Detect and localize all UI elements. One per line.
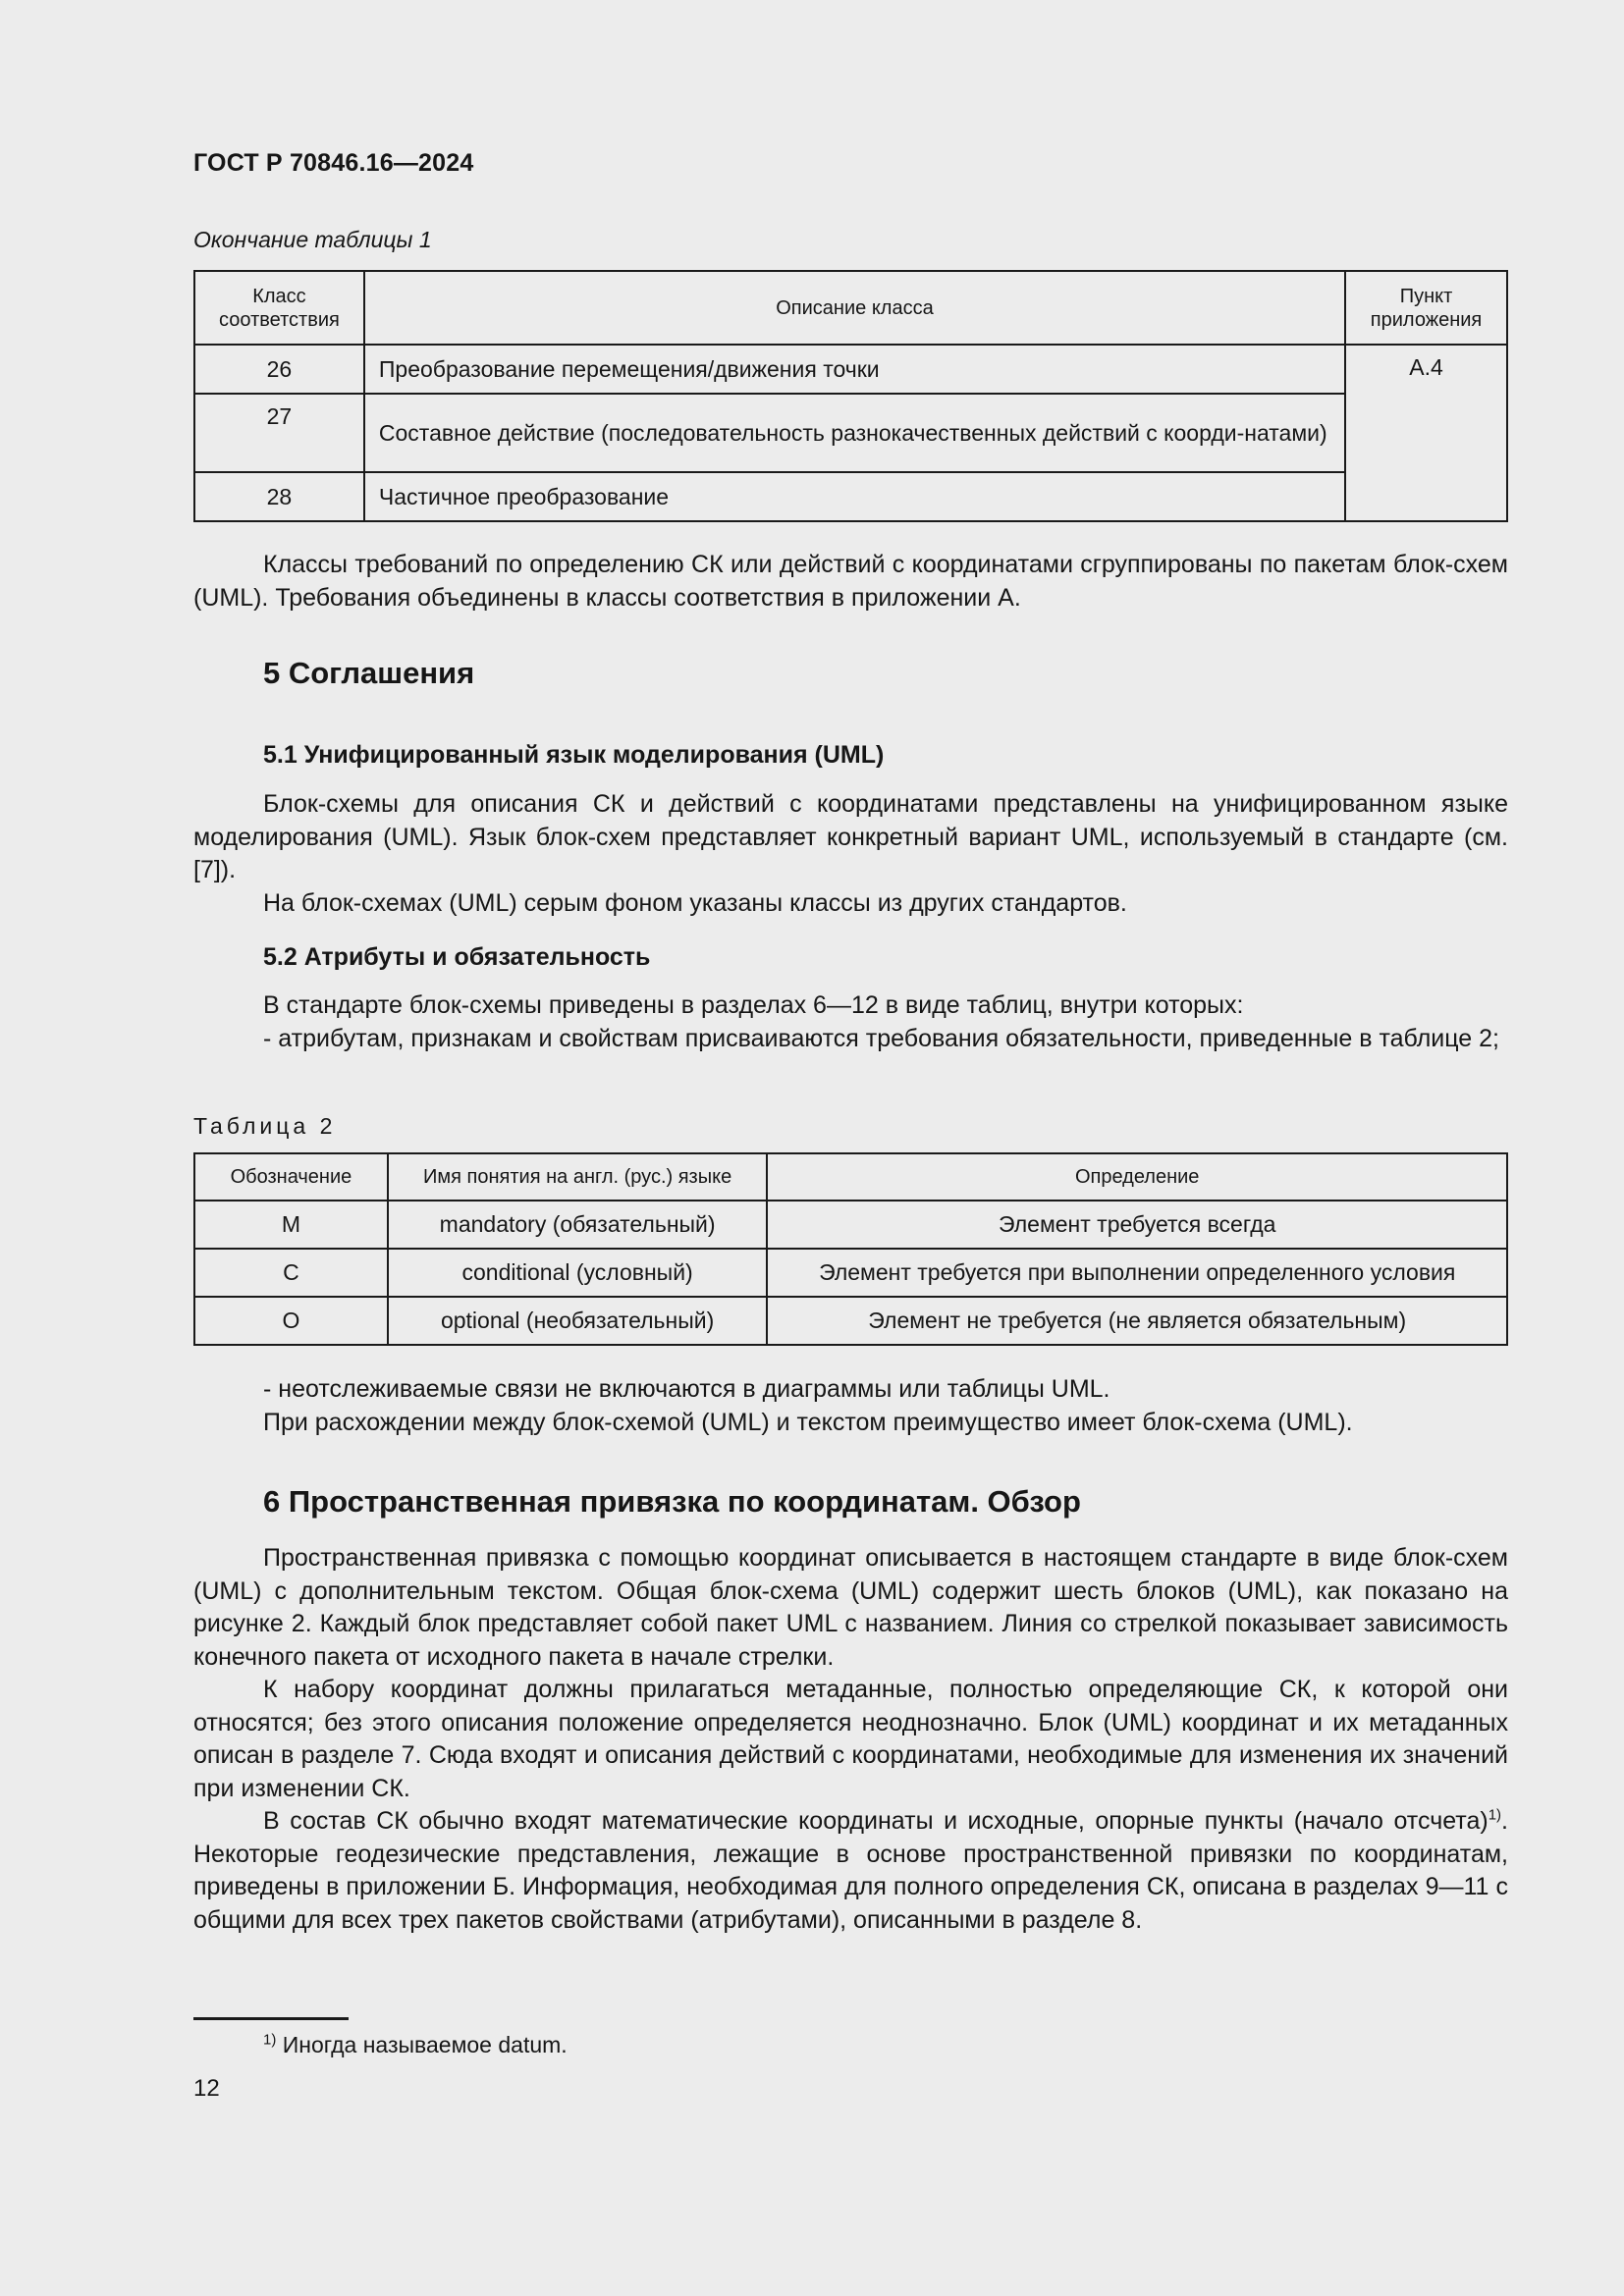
paragraph: Блок-схемы для описания СК и действий с координатами представлены на унифицированном языке моделирования (UML). Язык блок-схем представляет конкретный вариант UML, используемый в стандарте (см. [7]). [193,790,1508,883]
section-5-1-heading: 5.1 Унифицированный язык моделирования (UML) [263,741,885,769]
table-row [194,1249,1507,1297]
table1-cell-class: 27 [194,394,364,472]
footnote-mark: 1) [263,2031,277,2049]
paragraph [193,1805,1508,1937]
footnote [263,2032,568,2058]
paragraph: К набору координат должны прилагаться метаданные, полностью определяющие СК, к которой они относятся; без этого описания положение определяется неоднозначно. Блок (UML) координат и их метаданных описан в разделе 7. Сюда входят и описания действий с координатами, необходимые для изменения их значений при изменении СК. [193,1676,1508,1802]
table-row [194,472,1507,521]
table1 [193,270,1508,522]
table2-header-code: Обозначение [194,1153,388,1201]
table-row [194,1201,1507,1249]
section-5-2-heading: 5.2 Атрибуты и обязательность [263,943,651,971]
document-header: ГОСТ Р 70846.16—2024 [193,149,474,177]
table2-cell-code: O [194,1297,388,1345]
table2-cell-definition: Элемент требуется при выполнении определенного условия [767,1249,1507,1297]
table2-cell-name: mandatory (обязательный) [388,1201,768,1249]
section-6-body [193,1542,1508,1937]
table2 [193,1152,1508,1346]
page-number: 12 [193,2075,220,2102]
table2-cell-definition: Элемент не требуется (не является обязательным) [767,1297,1507,1345]
table2-cell-definition: Элемент требуется всегда [767,1201,1507,1249]
table1-header-clause: Пункт приложения [1345,271,1507,345]
table1-cell-description: Преобразование перемещения/движения точки [364,345,1345,394]
after-table2-body [193,1373,1508,1439]
table-row [194,1297,1507,1345]
section-5-1-body [193,788,1508,920]
intro-paragraph [193,549,1508,614]
paragraph: На блок-схемах (UML) серым фоном указаны классы из других стандартов. [263,888,1127,917]
paragraph: При расхождении между блок-схемой (UML) и текстом преимущество имеет блок-схема (UML). [263,1408,1353,1436]
table2-header-definition: Определение [767,1153,1507,1201]
paragraph: - атрибутам, признакам и свойствам присваиваются требования обязательности, приведенные в таблице 2; [263,1024,1499,1052]
footnote-separator [193,2017,349,2020]
table1-cell-description: Частичное преобразование [364,472,1345,521]
section-6-heading: 6 Пространственная привязка по координатам. Обзор [263,1484,1081,1519]
table1-cell-class: 28 [194,472,364,521]
paragraph: В стандарте блок-схемы приведены в разделах 6—12 в виде таблиц, внутри которых: [263,991,1244,1019]
table2-cell-code: C [194,1249,388,1297]
table2-cell-code: M [194,1201,388,1249]
paragraph-text: . Некоторые геодезические представления, лежащие в основе пространственной привязки по координатам, приведены в приложении Б. Информация, необходимая для полного определения СК, описана в разделах 9—11 с общими для всех трех пакетов свойствами (атрибутами), описанными в разделе 8. [193,1807,1508,1934]
section-5-heading: 5 Соглашения [263,656,475,690]
footnote-reference[interactable]: 1) [1488,1806,1502,1824]
table2-cell-name: conditional (условный) [388,1249,768,1297]
table1-cell-class: 26 [194,345,364,394]
table1-header-class: Класс соответствия [194,271,364,345]
table-row [194,394,1507,472]
section-5-2-body [193,989,1508,1055]
table-row [194,345,1507,394]
paragraph-text: В состав СК обычно входят математические координаты и исходные, опорные пункты (начало отсчета) [263,1807,1489,1835]
table1-header-description: Описание класса [364,271,1345,345]
paragraph: - неотслеживаемые связи не включаются в диаграммы или таблицы UML. [263,1375,1110,1403]
table2-header-name: Имя понятия на англ. (рус.) языке [388,1153,768,1201]
table2-header-row [194,1153,1507,1201]
footnote-text: Иногда называемое datum. [282,2032,568,2057]
table2-title: Таблица 2 [193,1113,337,1139]
intro-text: Классы требований по определению СК или действий с координатами сгруппированы по пакетам блок-схем (UML). Требования объединены в классы соответствия в приложении А. [193,551,1508,612]
table1-cell-clause: А.4 [1345,345,1507,521]
table1-header-row [194,271,1507,345]
paragraph: Пространственная привязка с помощью координат описывается в настоящем стандарте в виде блок-схем (UML) с дополнительным текстом. Общая блок-схема (UML) содержит шесть блоков (UML), как показано на рисунке 2. Каждый блок представляет собой пакет UML с названием. Линия со стрелкой показывает зависимость конечного пакета от исходного пакета в начале стрелки. [193,1544,1508,1671]
table1-cell-description: Составное действие (последовательность разнокачественных действий с коорди-натами) [364,394,1345,472]
table1-caption: Окончание таблицы 1 [193,227,432,252]
table2-cell-name: optional (необязательный) [388,1297,768,1345]
